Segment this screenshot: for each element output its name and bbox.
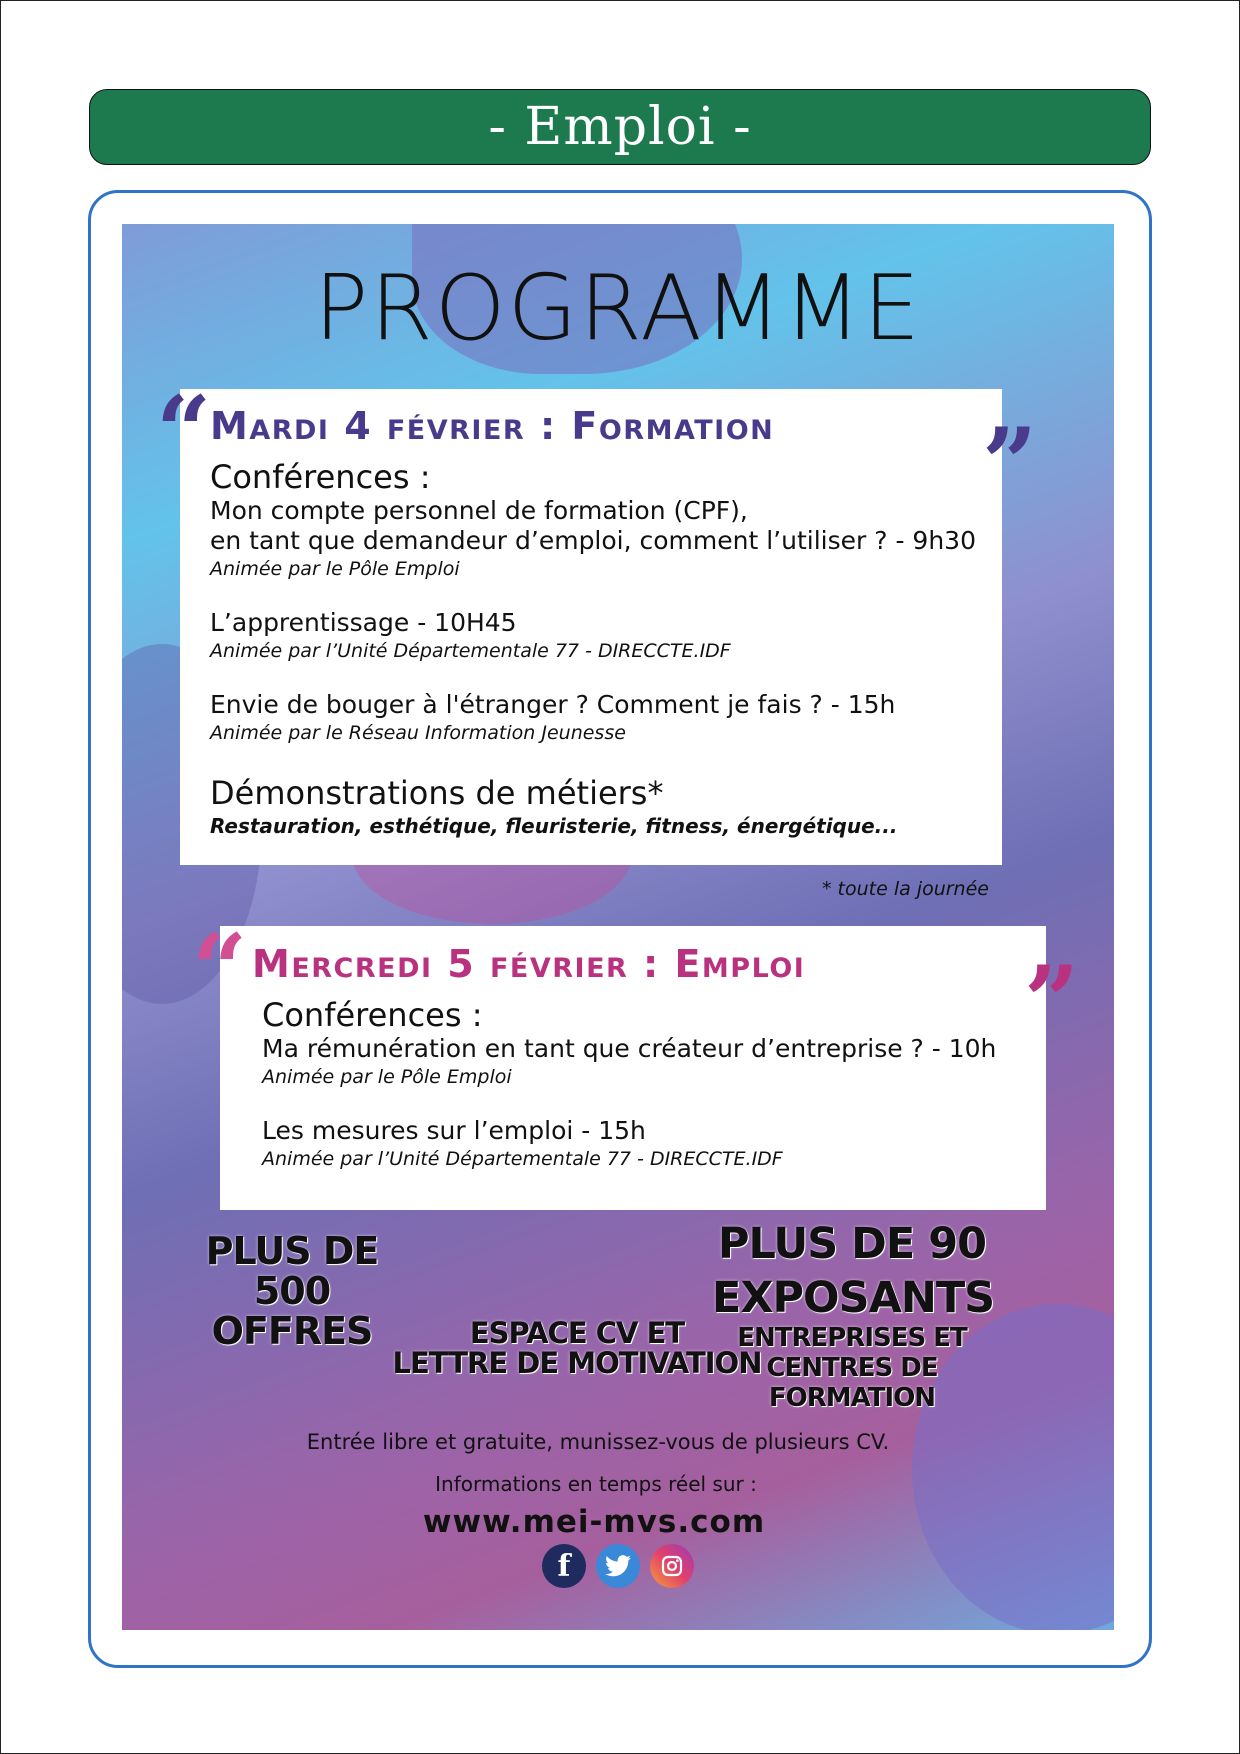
instagram-icon[interactable] bbox=[650, 1544, 694, 1588]
event-poster bbox=[122, 224, 1114, 1630]
exhibitors-sub-line: CENTRES DE bbox=[766, 1352, 938, 1383]
instagram-camera-glyph bbox=[660, 1554, 684, 1578]
day2-talk2: Les mesures sur l’emploi - 15h bbox=[262, 1116, 646, 1145]
close-quote-mark: ” bbox=[982, 407, 1038, 520]
section-title: - Emploi - bbox=[488, 97, 752, 157]
twitter-bird-glyph bbox=[605, 1555, 631, 1577]
day1-demos-heading: Démonstrations de métiers* bbox=[210, 774, 664, 812]
close-quote-mark: ” bbox=[1024, 945, 1080, 1058]
exhibitors-sub-line: FORMATION bbox=[768, 1382, 936, 1413]
day1-talk2: L’apprentissage - 10H45 bbox=[210, 608, 517, 637]
cv-highlight bbox=[372, 1318, 782, 1379]
day1-conferences-heading: Conférences : bbox=[210, 458, 431, 496]
offers-line: 500 bbox=[253, 1268, 331, 1313]
exhibitors-highlight bbox=[712, 1218, 995, 1326]
open-quote-mark: “ bbox=[156, 375, 212, 488]
day1-talk3: Envie de bouger à l'étranger ? Comment je fais ? - 15h bbox=[210, 690, 896, 719]
exhibitors-sub-line: ENTREPRISES ET bbox=[737, 1323, 967, 1353]
day1-talk2-host: Animée par l’Unité Départementale 77 - DIRECCTE.IDF bbox=[210, 640, 731, 662]
day2-talk1: Ma rémunération en tant que créateur d’entreprise ? - 10h bbox=[262, 1034, 997, 1063]
day1-talk1-host: Animée par le Pôle Emploi bbox=[210, 558, 460, 580]
day1-talk1-line2: en tant que demandeur d’emploi, comment l’utiliser ? - 9h30 bbox=[210, 526, 976, 555]
exhibitors-sub-highlight bbox=[732, 1324, 972, 1414]
day2-talk1-host: Animée par le Pôle Emploi bbox=[262, 1066, 512, 1088]
entry-info: Entrée libre et gratuite, munissez-vous de plusieurs CV. bbox=[306, 1430, 890, 1454]
offers-line: PLUS DE bbox=[205, 1229, 379, 1273]
open-quote-mark: “ bbox=[192, 913, 248, 1026]
cv-line: ESPACE CV ET bbox=[469, 1316, 685, 1350]
facebook-icon[interactable]: f bbox=[542, 1544, 586, 1588]
day1-demos-list: Restauration, esthétique, fleuristerie, fitness, énergétique... bbox=[210, 814, 898, 838]
day2-talk2-host: Animée par l’Unité Départementale 77 - DIRECCTE.IDF bbox=[262, 1148, 783, 1170]
day1-title: Mardi 4 février : Formation bbox=[210, 404, 775, 448]
offers-highlight bbox=[192, 1229, 392, 1353]
twitter-icon[interactable] bbox=[596, 1544, 640, 1588]
day1-talk1-line1: Mon compte personnel de formation (CPF), bbox=[210, 496, 748, 525]
day1-talk3-host: Animée par le Réseau Information Jeunesse bbox=[210, 722, 626, 744]
section-header bbox=[89, 89, 1151, 165]
poster-title: PROGRAMME bbox=[313, 256, 922, 361]
exhibitors-line: PLUS DE 90 bbox=[717, 1219, 987, 1269]
offers-line: OFFRES bbox=[211, 1308, 373, 1353]
footnote: * toute la journée bbox=[822, 878, 989, 900]
cv-line: LETTRE DE MOTIVATION bbox=[392, 1346, 762, 1381]
website-link[interactable]: www.mei-mvs.com bbox=[422, 1504, 766, 1540]
day2-title: Mercredi 5 février : Emploi bbox=[252, 942, 806, 986]
day2-conferences-heading: Conférences : bbox=[262, 996, 483, 1034]
exhibitors-line: EXPOSANTS bbox=[712, 1272, 995, 1323]
realtime-info: Informations en temps réel sur : bbox=[435, 1472, 757, 1496]
